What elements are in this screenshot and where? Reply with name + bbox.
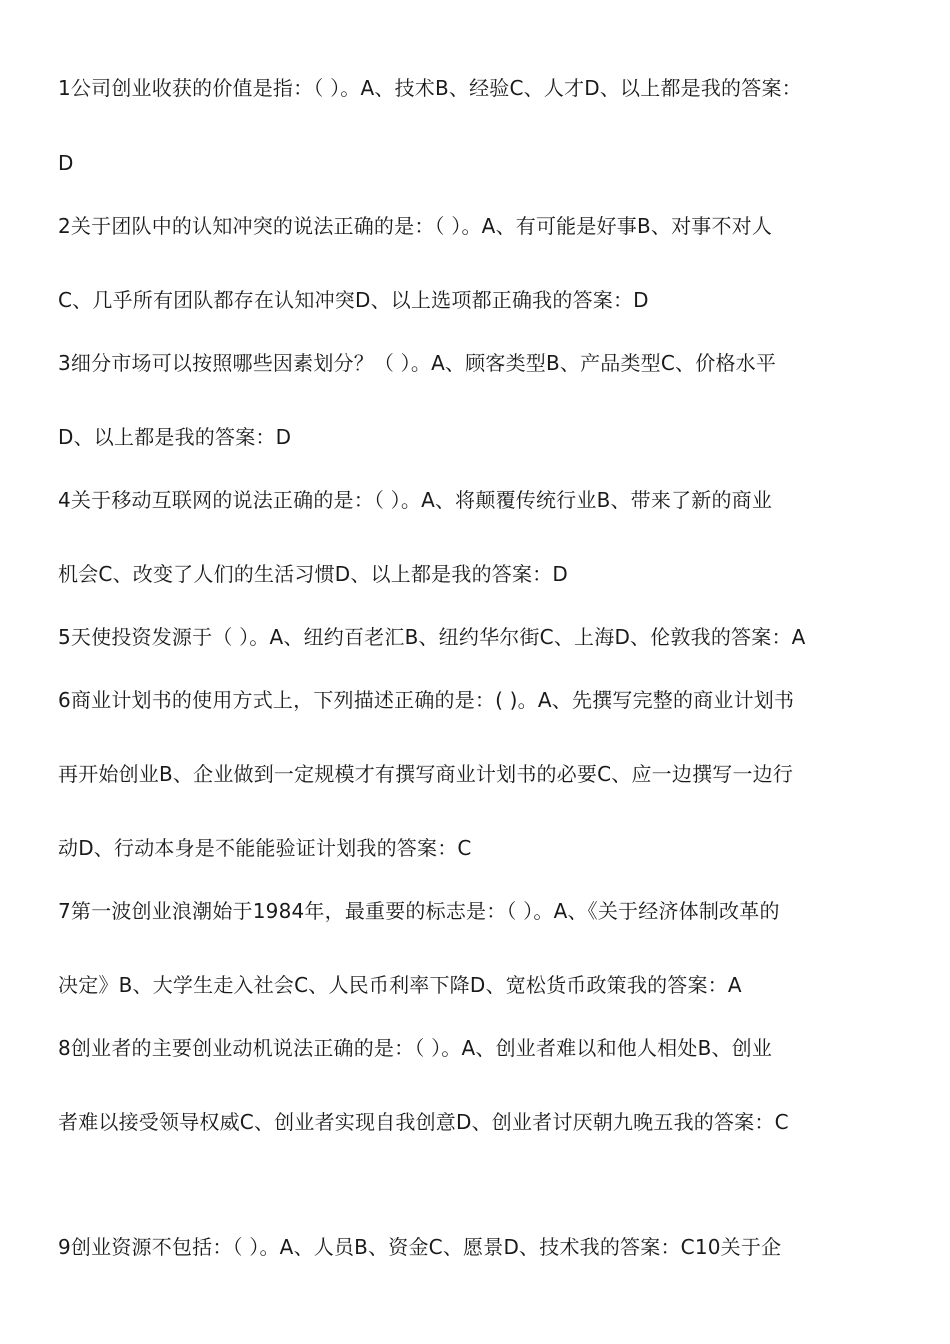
text-line-q2-cont: C、几乎所有团队都存在认知冲突D、以上选项都正确我的答案：D: [58, 288, 649, 312]
text-line-q7-cont: 决定》B、大学生走入社会C、人民币利率下降D、宽松货币政策我的答案：A: [58, 973, 742, 997]
text-line-q7: 7第一波创业浪潮始于1984年，最重要的标志是：（ ）。A、《关于经济体制改革的: [58, 899, 780, 923]
text-line-q3: 3细分市场可以按照哪些因素划分？（ ）。A、顾客类型B、产品类型C、价格水平: [58, 351, 777, 375]
text-line-q3-cont: D、以上都是我的答案：D: [58, 425, 292, 449]
text-line-q8: 8创业者的主要创业动机说法正确的是：（ ）。A、创业者难以和他人相处B、创业: [58, 1036, 773, 1060]
text-line-q1-answer: D: [58, 151, 74, 175]
text-line-q6-cont1: 再开始创业B、企业做到一定规模才有撰写商业计划书的必要C、应一边撰写一边行: [58, 762, 794, 786]
text-line-q6-cont2: 动D、行动本身是不能能验证计划我的答案：C: [58, 836, 472, 860]
text-line-q8-cont: 者难以接受领导权威C、创业者实现自我创意D、创业者讨厌朝九晚五我的答案：C: [58, 1110, 789, 1134]
text-line-q2: 2关于团队中的认知冲突的说法正确的是：（ ）。A、有可能是好事B、对事不对人: [58, 214, 773, 238]
text-line-q5: 5天使投资发源于（ ）。A、纽约百老汇B、纽约华尔街C、上海D、伦敦我的答案：A: [58, 625, 806, 649]
text-line-q4: 4关于移动互联网的说法正确的是：（ ）。A、将颠覆传统行业B、带来了新的商业: [58, 488, 773, 512]
text-line-q6: 6商业计划书的使用方式上，下列描述正确的是：( )。A、先撰写完整的商业计划书: [58, 688, 795, 712]
text-line-q1: 1公司创业收获的价值是指：（ ）。A、技术B、经验C、人才D、以上都是我的答案：: [58, 76, 802, 100]
text-line-q9: 9创业资源不包括：（ ）。A、人员B、资金C、愿景D、技术我的答案：C10关于企: [58, 1235, 782, 1259]
text-line-q4-cont: 机会C、改变了人们的生活习惯D、以上都是我的答案：D: [58, 562, 568, 586]
